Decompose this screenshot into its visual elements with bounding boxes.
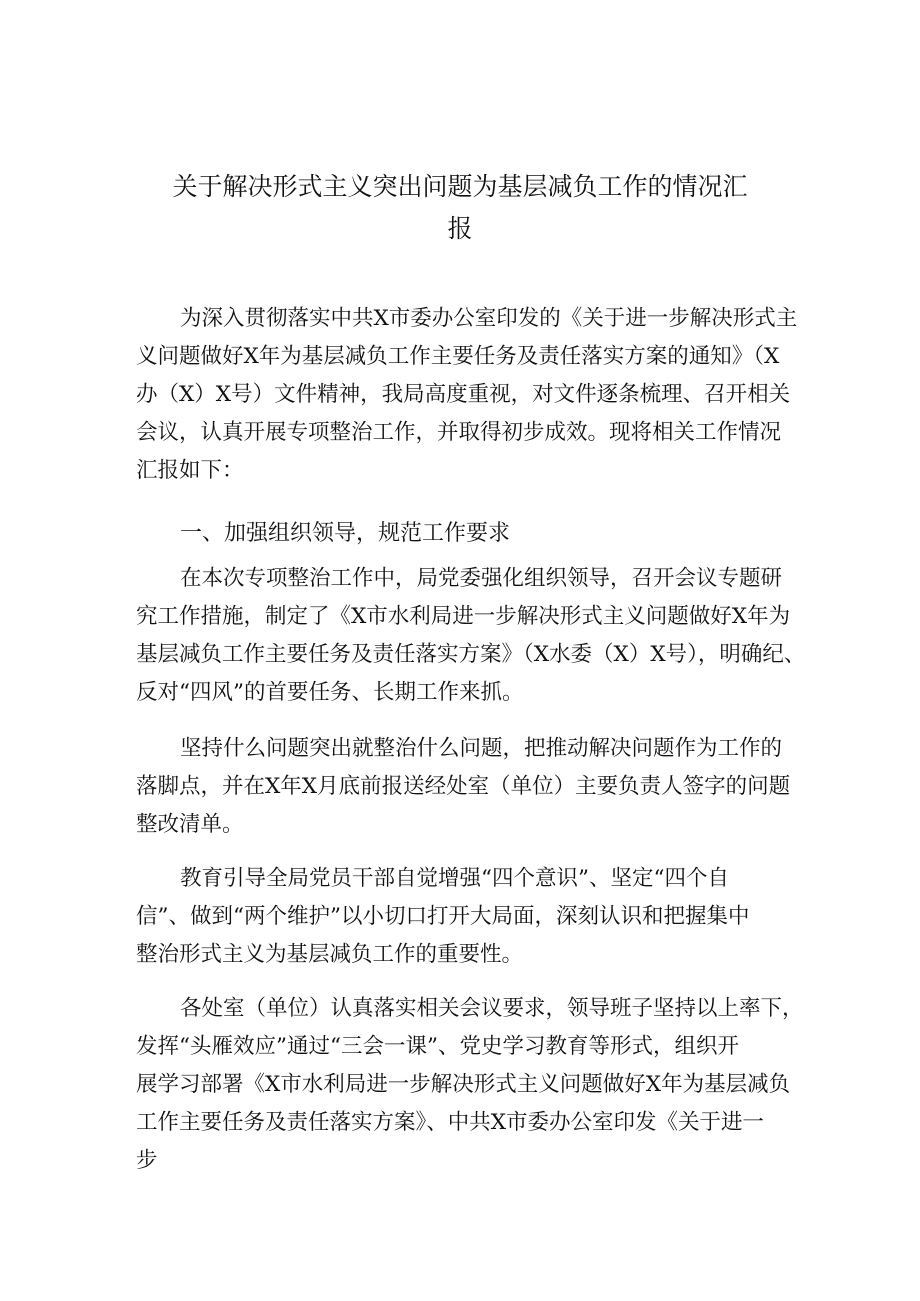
paragraph-2 [136, 730, 796, 844]
intro-line-2: 义问题做好X年为基层减负工作主要任务及责任落实方案的通知》（X [136, 344, 780, 369]
para4-line-4: 工作主要任务及责任落实方案》、中共X市委办公室印发《关于进一 [136, 1110, 765, 1135]
para1-line-3: 基层减负工作主要任务及责任落实方案》（X水委（X）X号），明确纪、 [136, 642, 806, 667]
para1-line-4: 反对“四风”的首要任务、长期工作来抓。 [136, 680, 524, 705]
intro-line-3: 办（X）X号）文件精神，我局高度重视，对文件逐条梳理、召开相关 [136, 382, 791, 407]
para4-line-3: 展学习部署《X市水利局进一步解决形式主义问题做好X年为基层减负 [136, 1072, 791, 1097]
para4-line-1: 各处室（单位）认真落实相关会议要求，领导班子坚持以上率下， [180, 996, 804, 1021]
intro-paragraph [136, 300, 796, 490]
intro-line-4: 会议，认真开展专项整治工作，并取得初步成效。现将相关工作情况 [136, 420, 782, 445]
section-heading-1: 一、加强组织领导，规范工作要求 [180, 521, 511, 546]
title-line-1: 关于解决形式主义突出问题为基层减负工作的情况汇 [172, 172, 748, 201]
para1-line-2: 究工作措施，制定了《X市水利局进一步解决形式主义问题做好X年为 [136, 604, 791, 629]
title-line-2: 报 [447, 214, 473, 243]
para3-line-3: 整治形式主义为基层减负工作的重要性。 [136, 942, 524, 967]
intro-line-1: 为深入贯彻落实中共X市委办公室印发的《关于进一步解决形式主 [180, 306, 798, 331]
paragraph-3 [136, 860, 796, 974]
document-title [160, 166, 760, 250]
para3-line-1: 教育引导全局党员干部自觉增强“四个意识”、坚定“四个自 [180, 866, 729, 891]
para3-line-2: 信”、做到“两个维护”以小切口打开大局面，深刻认识和把握集中 [136, 904, 750, 929]
para2-line-2: 落脚点，并在X年X月底前报送经处室（单位）主要负责人签字的问题 [136, 774, 791, 799]
para1-line-1: 在本次专项整治工作中，局党委强化组织领导，召开会议专题研 [180, 566, 783, 591]
intro-line-5: 汇报如下： [136, 458, 244, 483]
paragraph-4 [136, 990, 804, 1180]
para2-line-3: 整改清单。 [136, 812, 244, 837]
para4-line-2: 发挥“头雁效应”通过“三会一课”、党史学习教育等形式，组织开 [136, 1034, 739, 1059]
para4-line-5: 步 [136, 1148, 158, 1173]
paragraph-1 [136, 560, 806, 712]
para2-line-1: 坚持什么问题突出就整治什么问题，把推动解决问题作为工作的 [180, 736, 783, 761]
